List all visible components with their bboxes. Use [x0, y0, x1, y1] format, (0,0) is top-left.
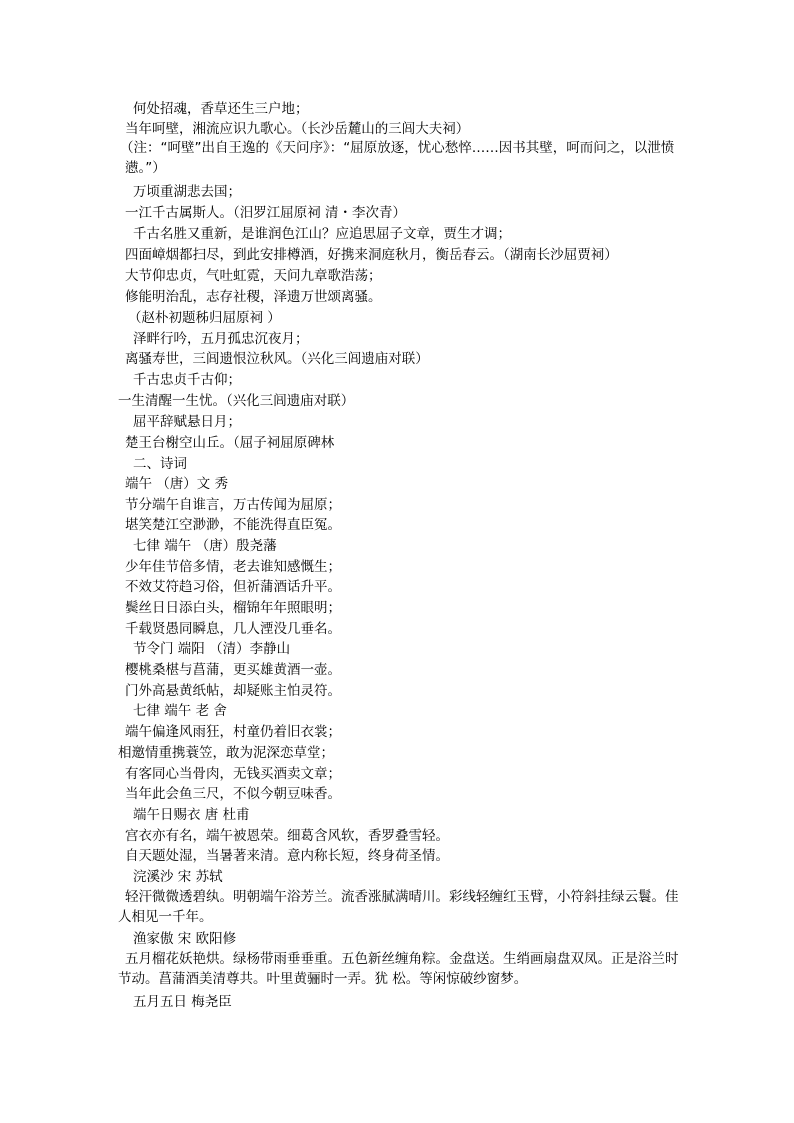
poem-title: 七律 端午 老 舍 — [133, 703, 227, 719]
text-line: 修能明治乱，志存社稷，泽遗万世颂离骚。 — [125, 289, 382, 305]
text-line: 自天题处湿，当暑著来清。意内称长短，终身荷圣情。 — [125, 848, 449, 864]
text-line: 当年呵壁，湘流应识九歌心。（长沙岳麓山的三闾大夫祠） — [125, 121, 470, 137]
section-heading: 二、诗词 — [133, 456, 187, 472]
poem-title: 端午 （唐）文 秀 — [125, 476, 229, 492]
poem-title: 七律 端午 （唐）殷尧藩 — [133, 538, 277, 554]
text-line: 一生清醒一生忧。（兴化三闾遗庙对联） — [118, 393, 355, 409]
text-line: 宫衣亦有名，端午被恩荣。细葛含风软，香罗叠雪轻。 — [125, 828, 449, 844]
text-line: 端午偏逢风雨狂，村童仍着旧衣裳； — [125, 724, 341, 740]
text-line: 离骚寿世，三闾遗恨泣秋风。（兴化三闾遗庙对联） — [125, 351, 429, 367]
text-line: 堪笑楚江空渺渺，不能洗得直臣冤。 — [125, 517, 341, 533]
text-line: （赵朴初题秭归屈原祠 ） — [128, 310, 281, 326]
text-line: 泽畔行吟，五月孤忠沉夜月； — [133, 331, 309, 347]
poem-title: 渔家傲 宋 欧阳修 — [133, 931, 237, 947]
poem-title: 节令门 端阳 （清）李静山 — [133, 641, 291, 657]
poem-title: 端午日赐衣 唐 杜甫 — [133, 807, 250, 823]
text-line: 少年佳节倍多情，老去谁知感慨生； — [125, 559, 341, 575]
text-line: 千载贤愚同瞬息，几人湮没几垂名。 — [125, 621, 341, 637]
poem-title: 浣溪沙 宋 苏轼 — [133, 869, 223, 885]
text-line: 何处招魂，香草还生三户地； — [133, 101, 309, 117]
text-line: 万顷重湖悲去国； — [133, 184, 241, 200]
text-line: 四面嶂烟都扫尽，到此安排樽酒，好携来洞庭秋月，衡岳春云。（湖南长沙屈贾祠） — [125, 247, 618, 263]
poem-title: 五月五日 梅尧臣 — [133, 994, 232, 1010]
text-line: 节分端午自谁言，万古传闻为屈原； — [125, 497, 341, 513]
text-paragraph: （注：“呵壁”出自王逸的《天问序》：“屈原放逐，忧心愁悴……因书其壁，呵而问之，以泄愤懑。”） — [120, 140, 675, 176]
text-line: 大节仰忠贞，气吐虹霓，天问九章歌浩荡； — [125, 268, 382, 284]
text-line: 鬓丝日日添白头，榴锦年年照眼明； — [125, 600, 341, 616]
text-line: 千古忠贞千古仰； — [133, 372, 241, 388]
text-line: 楚王台榭空山丘。（屈子祠屈原碑林 — [125, 435, 335, 451]
text-line: 门外高悬黄纸帖，却疑账主怕灵符。 — [125, 683, 341, 699]
text-line: 樱桃桑椹与菖蒲，更买雄黄酒一壶。 — [125, 662, 341, 678]
text-line: 一江千古属斯人。（汨罗江屈原祠 清・李次青） — [125, 205, 407, 221]
text-line: 千古名胜又重新，是谁润色江山？应追思屈子文章，贾生才调； — [133, 226, 511, 242]
text-line: 当年此会鱼三尺，不似今朝豆味香。 — [125, 786, 341, 802]
text-line: 有客同心当骨肉，无钱买酒卖文章； — [125, 766, 341, 782]
text-paragraph: 轻汗微微透碧纨。明朝端午浴芳兰。流香涨腻满晴川。彩线轻缠红玉臂，小符斜挂绿云鬟。佳人相见一千年。 — [118, 889, 679, 925]
text-line: 相邀情重携蓑笠，敢为泥深恋草堂； — [118, 745, 334, 761]
text-paragraph: 五月榴花妖艳烘。绿杨带雨垂垂重。五色新丝缠角粽。金盘送。生绡画扇盘双凤。正是浴兰时节动。菖蒲酒美清尊共。叶里黄骊时一弄。犹 松。等闲惊破纱窗梦。 — [118, 951, 679, 987]
text-line: 不效艾符趋习俗，但祈蒲酒话升平。 — [125, 579, 341, 595]
text-line: 屈平辞赋悬日月； — [133, 414, 241, 430]
